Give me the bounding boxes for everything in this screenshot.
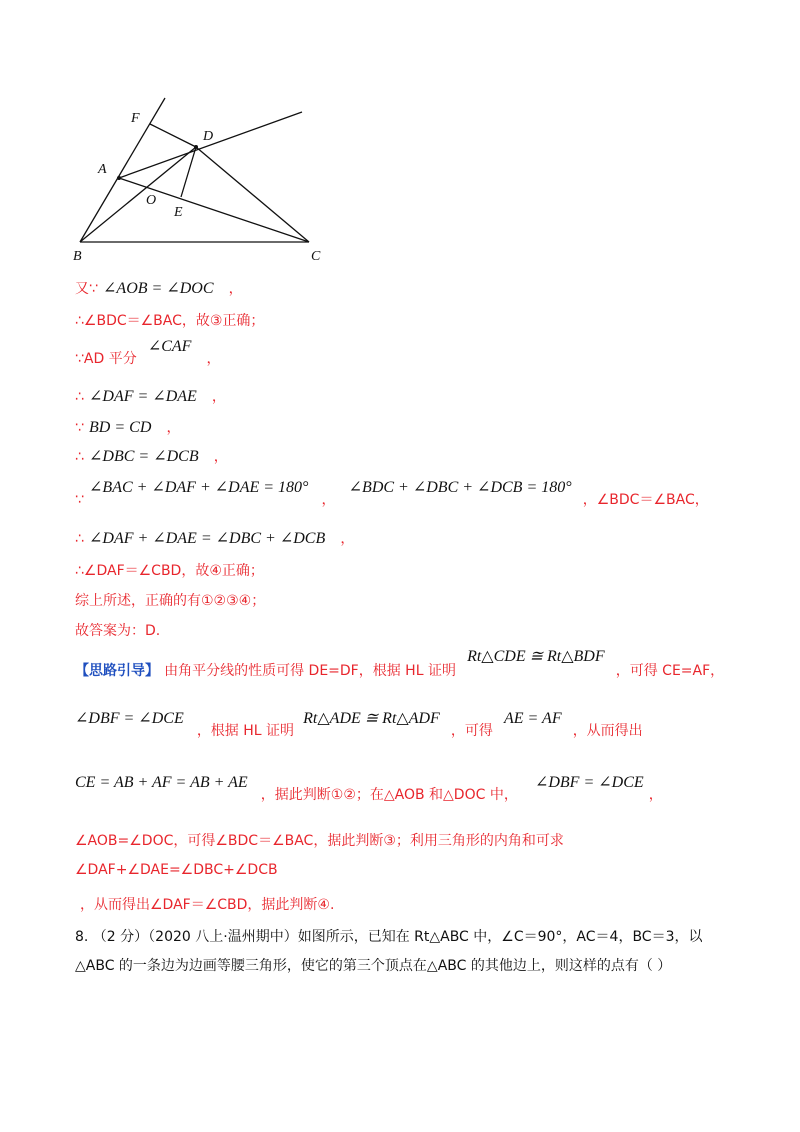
line-d-f	[150, 124, 196, 147]
hint-paragraph-4: ∠AOB=∠DOC，可得∠BDC＝∠BAC，据此判断③；利用三角形的内角和可求	[75, 833, 564, 849]
solution-line-2: ∴∠BDC＝∠BAC，故③正确；	[75, 313, 265, 329]
question-8-line-1: 8. （2 分）（2020 八上·温州期中）如图所示，已知在 Rt△ABC 中，∠C＝90°，AC＝4，BC＝3，以	[75, 929, 703, 945]
label-o: O	[146, 193, 157, 208]
solution-line-8: ∴ ∠DAF + ∠DAE = ∠DBC + ∠DCB ，	[75, 530, 355, 547]
hint-paragraph-1: 【思路引导】 由角平分线的性质可得 DE=DF，根据 HL 证明 Rt△CDE ≅ Rt△BDF ，可得 CE=AF，	[75, 648, 725, 679]
solution-line-5: ∵ BD = CD ，	[75, 419, 181, 436]
point-a	[117, 176, 121, 180]
line-a-c	[119, 178, 309, 242]
hint-paragraph-2: ∠DBF = ∠DCE ，根据 HL 证明 Rt△ADE ≅ Rt△ADF ，可得 AE = AF ，从而得出	[75, 710, 643, 739]
solution-line-9: ∴∠DAF＝∠CBD，故④正确；	[75, 563, 264, 579]
solution-line-1: 又∵ ∠AOB = ∠DOC ，	[75, 280, 243, 297]
label-f: F	[131, 111, 140, 126]
point-d	[194, 145, 198, 149]
hint-paragraph-3: CE = AB + AF = AB + AE ，据此判断①②；在△AOB 和△DOC 中， ∠DBF = ∠DCE ，	[75, 774, 663, 803]
answer-line: 故答案为：D.	[75, 623, 161, 639]
solution-line-10: 综上所述，正确的有①②③④；	[75, 593, 266, 609]
geometry-figure	[0, 0, 800, 270]
line-b-upward	[80, 98, 165, 242]
line-d-c	[196, 147, 309, 242]
hint-tag: 【思路引导】	[75, 663, 159, 679]
label-c: C	[311, 249, 321, 264]
solution-line-4: ∴ ∠DAF = ∠DAE ，	[75, 388, 226, 405]
label-a: A	[98, 162, 107, 177]
hint-paragraph-5: ∠DAF+∠DAE=∠DBC+∠DCB	[75, 862, 278, 878]
solution-line-3: ∵AD 平分 ∠CAF ，	[75, 338, 221, 367]
solution-line-7: ∵ ∠BAC + ∠DAF + ∠DAE = 180° ， ∠BDC + ∠DBC + ∠DCB = 180° ，∠BDC＝∠BAC，	[75, 479, 709, 508]
label-b: B	[73, 249, 82, 264]
solution-line-6: ∴ ∠DBC = ∠DCB ，	[75, 448, 228, 465]
hint-paragraph-6: ，从而得出∠DAF＝∠CBD，据此判断④.	[80, 897, 335, 913]
label-e: E	[174, 205, 183, 220]
label-d: D	[203, 129, 214, 144]
line-a-to-d-extended	[119, 112, 302, 178]
question-8-line-2: △ABC 的一条边为边画等腰三角形，使它的第三个顶点在△ABC 的其他边上，则这样的点有（ ）	[75, 958, 672, 974]
